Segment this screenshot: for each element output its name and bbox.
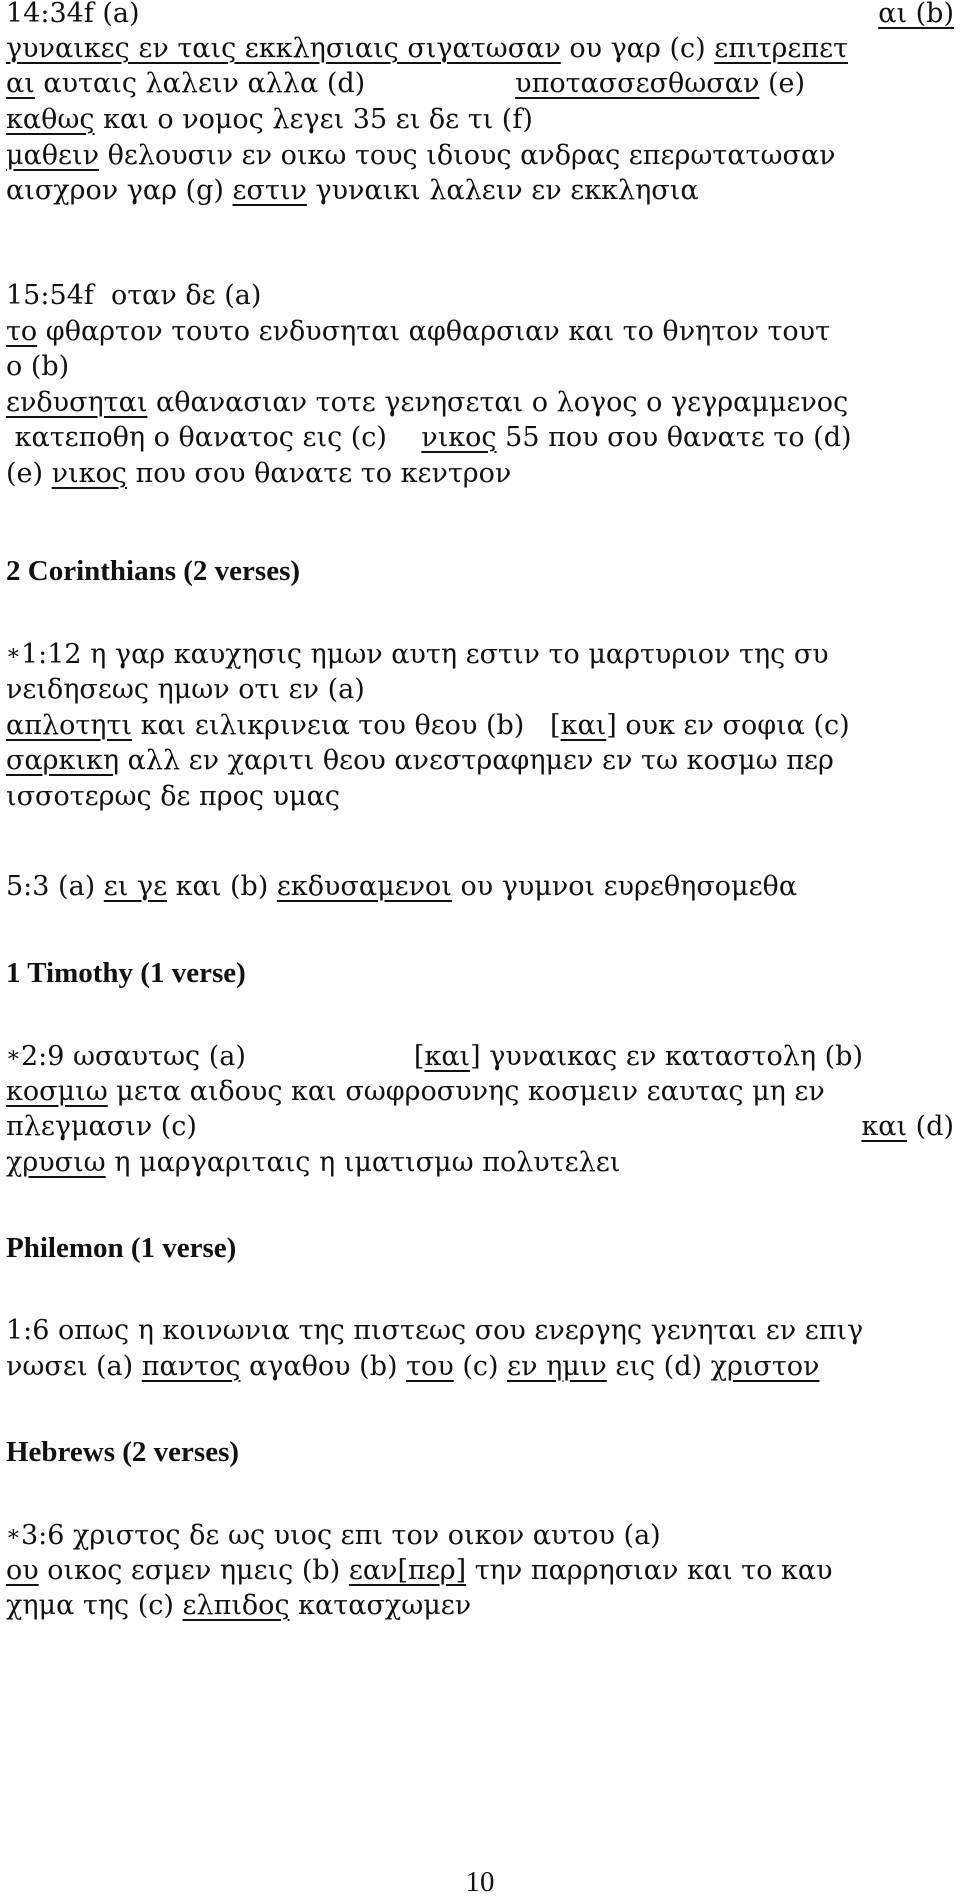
verse-text: ισσοτερως δε προς υμας bbox=[6, 781, 340, 812]
verse-text: γυναικι λαλειν εν εκκλησια bbox=[306, 175, 699, 206]
verse-text: αυταις λαλειν αλλα (d) bbox=[34, 68, 366, 99]
verse-text: κατεποθη ο θανατος εις (c) bbox=[6, 422, 422, 453]
verse-text: και (b) bbox=[167, 871, 277, 902]
variant-word: υποτασσεσθωσαν bbox=[515, 68, 760, 99]
variant-word: και bbox=[560, 710, 607, 741]
variant-word: κοσμιω bbox=[6, 1076, 108, 1107]
variant-word: αι bbox=[6, 68, 35, 99]
verse-text: ] γυναικας εν καταστολη (b) bbox=[470, 1041, 863, 1072]
variant-word: αι (b) bbox=[878, 0, 954, 29]
variant-word: εκδυσαμενοι bbox=[276, 871, 452, 902]
variant-word: το bbox=[6, 316, 38, 347]
verse-ref: 14:34f (a) bbox=[6, 0, 140, 29]
verse-text: χημα της (c) bbox=[6, 1590, 183, 1621]
variant-word: ου bbox=[6, 1555, 39, 1586]
verse-line bbox=[6, 170, 954, 212]
asterisk-marker: ∗ bbox=[6, 1043, 21, 1068]
verse-line bbox=[6, 866, 954, 908]
verse-text: (e) bbox=[6, 458, 52, 489]
verse-text: κατασχωμεν bbox=[289, 1590, 472, 1621]
verse-text: πλεγμασιν (c) bbox=[6, 1111, 197, 1142]
verse-text: η μαργαριταις η ιματισμω πολυτελει bbox=[105, 1147, 621, 1178]
variant-word: χρυσιω bbox=[6, 1147, 106, 1178]
page-number: 10 bbox=[465, 1866, 495, 1898]
variant-word: ενδυσηται bbox=[6, 387, 148, 418]
variant-word: παντος bbox=[141, 1351, 241, 1382]
asterisk-marker: ∗ bbox=[6, 1522, 21, 1547]
verse-text: ] ουκ εν σοφια (c) bbox=[606, 710, 850, 741]
section-heading: Hebrews (2 verses) bbox=[6, 1436, 240, 1468]
variant-word: μαθειν bbox=[6, 140, 100, 171]
variant-word: εστιν bbox=[232, 175, 307, 206]
verse-text: (d) bbox=[907, 1111, 954, 1142]
verse-text: (c) bbox=[453, 1351, 508, 1382]
variant-word: νικος bbox=[421, 422, 497, 453]
verse-text: 3:6 χριστος δε ως υιος επι τον οικον αυτου (a) bbox=[20, 1520, 661, 1551]
variant-word: του bbox=[406, 1351, 454, 1382]
verse-text: και ειλικρινεια του θεου (b) [ bbox=[131, 710, 561, 741]
verse-line bbox=[6, 776, 954, 818]
verse-text: αισχρον γαρ (g) bbox=[6, 175, 233, 206]
verse-text: που σου θανατε το κεντρον bbox=[126, 458, 512, 489]
verse-text: ο (b) bbox=[6, 351, 70, 382]
variant-word: ει γε bbox=[103, 871, 168, 902]
verse-text: 5:3 (a) bbox=[6, 871, 104, 902]
verse-text: νειδησεως ημων οτι εν (a) bbox=[6, 674, 365, 705]
section-heading: 2 Corinthians (2 verses) bbox=[6, 555, 301, 587]
verse-text: και ο νομος λεγει 35 ει δε τι (f) bbox=[94, 104, 533, 135]
asterisk-marker: ∗ bbox=[6, 641, 21, 666]
verse-text: 1:6 οπως η κοινωνια της πιστεως σου ενεργης γενηται εν επιγ bbox=[6, 1315, 864, 1346]
verse-text: 55 που σου θανατε το (d) bbox=[496, 422, 852, 453]
variant-word: ελπιδος bbox=[182, 1590, 290, 1621]
variant-word: γυναικες εν ταις εκκλησιαις σιγατωσαν bbox=[6, 33, 561, 64]
verse-text: οικος εσμεν ημεις (b) bbox=[38, 1555, 349, 1586]
variant-word: και bbox=[861, 1111, 908, 1142]
variant-word: εν ημιν bbox=[507, 1351, 607, 1382]
verse-text: φθαρτον τουτο ενδυσηται αφθαρσιαν και το θνητον τουτ bbox=[37, 316, 831, 347]
variant-word: εαν[περ] bbox=[348, 1555, 467, 1586]
verse-text: εις (d) bbox=[606, 1351, 711, 1382]
verse-text: θελουσιν εν οικω τους ιδιους ανδρας επερωτατωσαν bbox=[99, 140, 836, 171]
verse-text: [ bbox=[413, 1041, 425, 1072]
verse-ref: 15:54f οταν δε (a) bbox=[6, 280, 262, 311]
verse-line bbox=[6, 1585, 954, 1627]
variant-word: απλοτητι bbox=[6, 710, 132, 741]
variant-word: καθως bbox=[6, 104, 95, 135]
verse-text: αθανασιαν τοτε γενησεται ο λογος ο γεγραμμενος bbox=[147, 387, 849, 418]
verse-text: (e) bbox=[759, 68, 806, 99]
variant-word: νικος bbox=[51, 458, 127, 489]
verse-text: μετα αιδους και σωφροσυνης κοσμειν εαυτας μη εν bbox=[107, 1076, 825, 1107]
verse-text: ου γαρ (c) bbox=[560, 33, 715, 64]
verse-text: 2:9 ωσαυτως (a) bbox=[20, 1041, 246, 1072]
verse-text: την παρρησιαν και το καυ bbox=[466, 1555, 833, 1586]
variant-word: χριστον bbox=[710, 1351, 820, 1382]
verse-text: 1:12 η γαρ καυχησις ημων αυτη εστιν το μαρτυριον της συ bbox=[20, 639, 829, 670]
variant-word: και bbox=[424, 1041, 471, 1072]
variant-word: επιτρεπετ bbox=[714, 33, 849, 64]
verse-line bbox=[6, 1142, 954, 1184]
verse-text: αλλ εν χαριτι θεου ανεστραφημεν εν τω κοσμω περ bbox=[119, 745, 834, 776]
verse-text: ου γυμνοι ευρεθησομεθα bbox=[451, 871, 798, 902]
verse-line bbox=[6, 453, 954, 495]
variant-word: σαρκικη bbox=[6, 745, 120, 776]
section-heading: 1 Timothy (1 verse) bbox=[6, 957, 246, 989]
verse-text: νωσει (a) bbox=[6, 1351, 142, 1382]
verse-line bbox=[6, 1346, 954, 1388]
section-heading: Philemon (1 verse) bbox=[6, 1232, 237, 1264]
verse-text: αγαθου (b) bbox=[240, 1351, 407, 1382]
